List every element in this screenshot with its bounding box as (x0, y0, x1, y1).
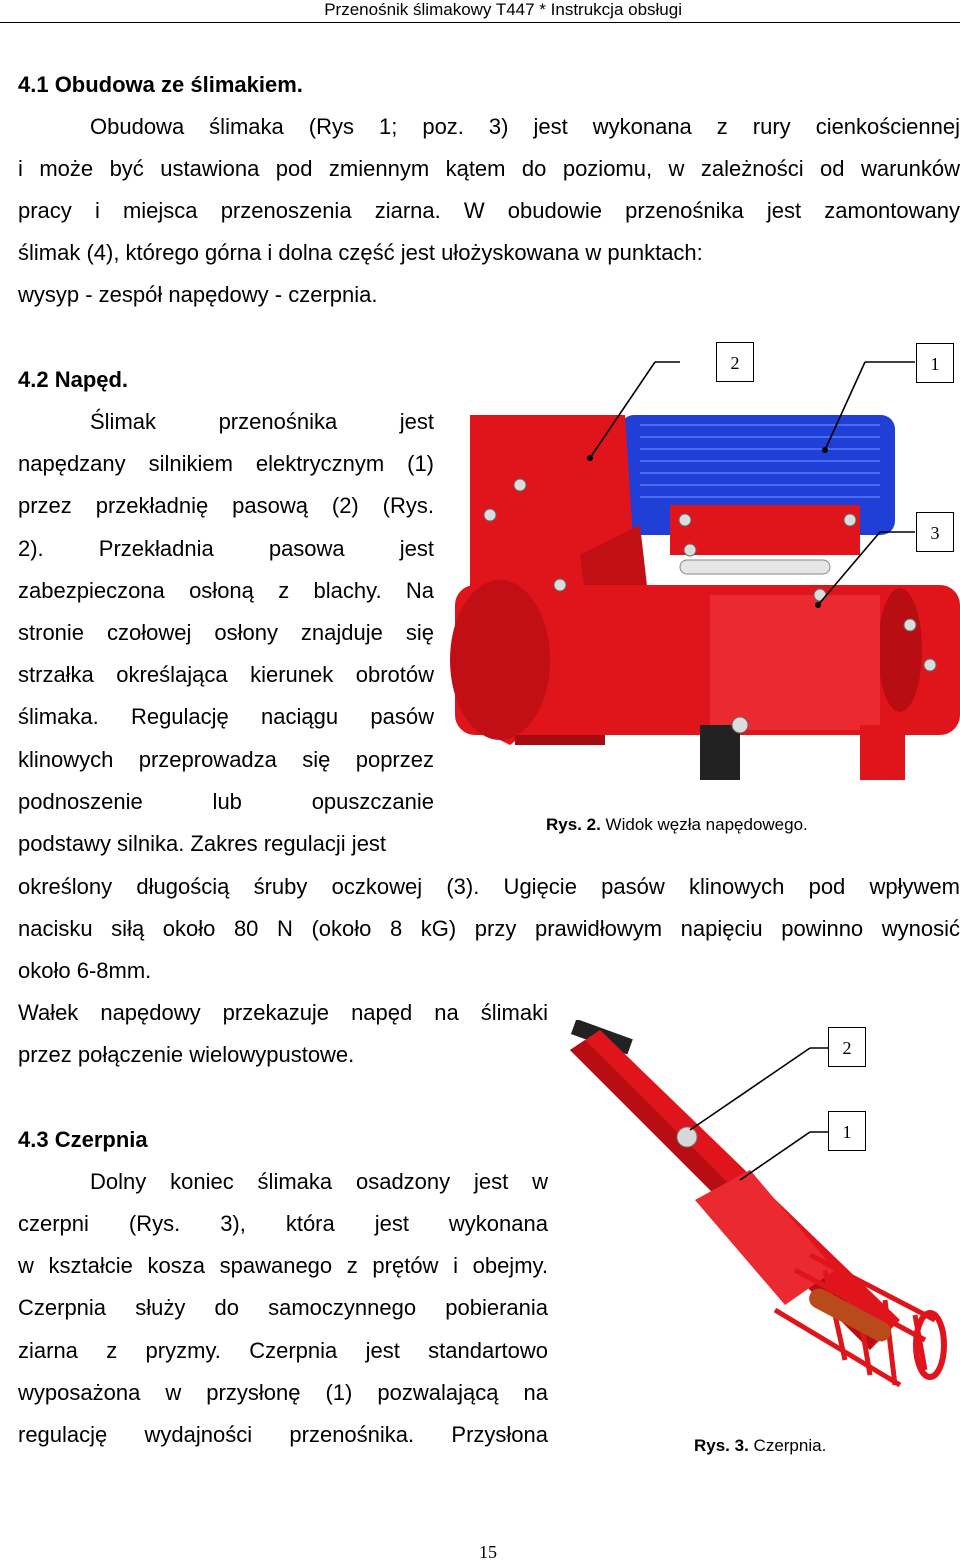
paragraph-line: Czerpnia służy do samoczynnego pobierania (18, 1295, 548, 1320)
section-heading-4-1: 4.1 Obudowa ze ślimakiem. (18, 72, 303, 97)
section-heading-4-2: 4.2 Napęd. (18, 367, 129, 392)
paragraph-line: i może być ustawiona pod zmiennym kątem do poziomu, w zależności od warunków (18, 156, 960, 181)
paragraph-line: stronie czołowej osłony znajduje się (18, 620, 434, 645)
paragraph-line: wysyp - zespół napędowy - czerpnia. (18, 282, 378, 307)
paragraph-line: nacisku siłą około 80 N (około 8 kG) przy prawidłowym napięciu powinno wynosić (18, 916, 960, 941)
support-leg (700, 725, 740, 780)
callout-label: 3 (916, 512, 954, 552)
paragraph-line: zabezpieczona osłoną z blachy. Na (18, 578, 434, 603)
paragraph-line: ziarna z pryzmy. Czerpnia jest standartowo (18, 1338, 548, 1363)
callout-label: 2 (828, 1027, 866, 1067)
figure-3-caption (694, 1435, 826, 1457)
paragraph-line: wyposażona w przysłonę (1) pozwalającą na (18, 1380, 548, 1405)
paragraph-line: regulację wydajności przenośnika. Przysłona (18, 1422, 548, 1447)
paragraph-line: pracy i miejsca przenoszenia ziarna. W obudowie przenośnika jest zamontowany (18, 198, 960, 223)
paragraph-line: Obudowa ślimaka (Rys 1; poz. 3) jest wykonana z rury cienkościennej (90, 114, 960, 139)
paragraph-line: ślimak (4), którego górna i dolna część jest ułożyskowana w punktach: (18, 240, 703, 265)
paragraph-line: ślimaka. Regulację naciągu pasów (18, 704, 434, 729)
paragraph-line: Ślimak przenośnika jest (90, 409, 434, 434)
caption-text: Czerpnia. (748, 1436, 827, 1455)
page-header (0, 0, 960, 23)
paragraph-line: podstawy silnika. Zakres regulacji jest (18, 831, 387, 856)
paragraph-line: 2). Przekładnia pasowa jest (18, 536, 434, 561)
paragraph-line: strzałka określająca kierunek obrotów (18, 662, 434, 687)
figure-2-leader-lines (560, 340, 960, 620)
caption-label: Rys. 2. (546, 815, 601, 834)
paragraph-line: Wałek napędowy przekazuje napęd na ślimaki (18, 1000, 548, 1025)
header-title: Przenośnik ślimakowy T447 * Instrukcja obsługi (324, 0, 682, 19)
paragraph-line: przez przekładnię pasową (2) (Rys. (18, 493, 434, 518)
section-heading-4-3: 4.3 Czerpnia (18, 1127, 148, 1152)
caption-text: Widok węzła napędowego. (600, 815, 808, 834)
callout-label: 1 (828, 1111, 866, 1151)
paragraph-line: określony długością śruby oczkowej (3). Ugięcie pasów klinowych pod wpływem (18, 874, 960, 899)
callout-label: 1 (916, 343, 954, 383)
page-number: 15 (479, 1542, 497, 1562)
caption-label: Rys. 3. (694, 1436, 749, 1455)
paragraph-line: Dolny koniec ślimaka osadzony jest w (90, 1169, 548, 1194)
paragraph-line: w kształcie kosza spawanego z prętów i obejmy. (18, 1253, 548, 1278)
paragraph-line: klinowych przeprowadza się poprzez (18, 747, 434, 772)
paragraph-line: około 6-8mm. (18, 958, 152, 983)
callout-label: 2 (716, 342, 754, 382)
paragraph-line: czerpni (Rys. 3), która jest wykonana (18, 1211, 548, 1236)
paragraph-line: podnoszenie lub opuszczanie (18, 789, 434, 814)
figure-2-caption (546, 814, 808, 836)
paragraph-line: przez połączenie wielowypustowe. (18, 1042, 355, 1067)
paragraph-line: napędzany silnikiem elektrycznym (1) (18, 451, 434, 476)
